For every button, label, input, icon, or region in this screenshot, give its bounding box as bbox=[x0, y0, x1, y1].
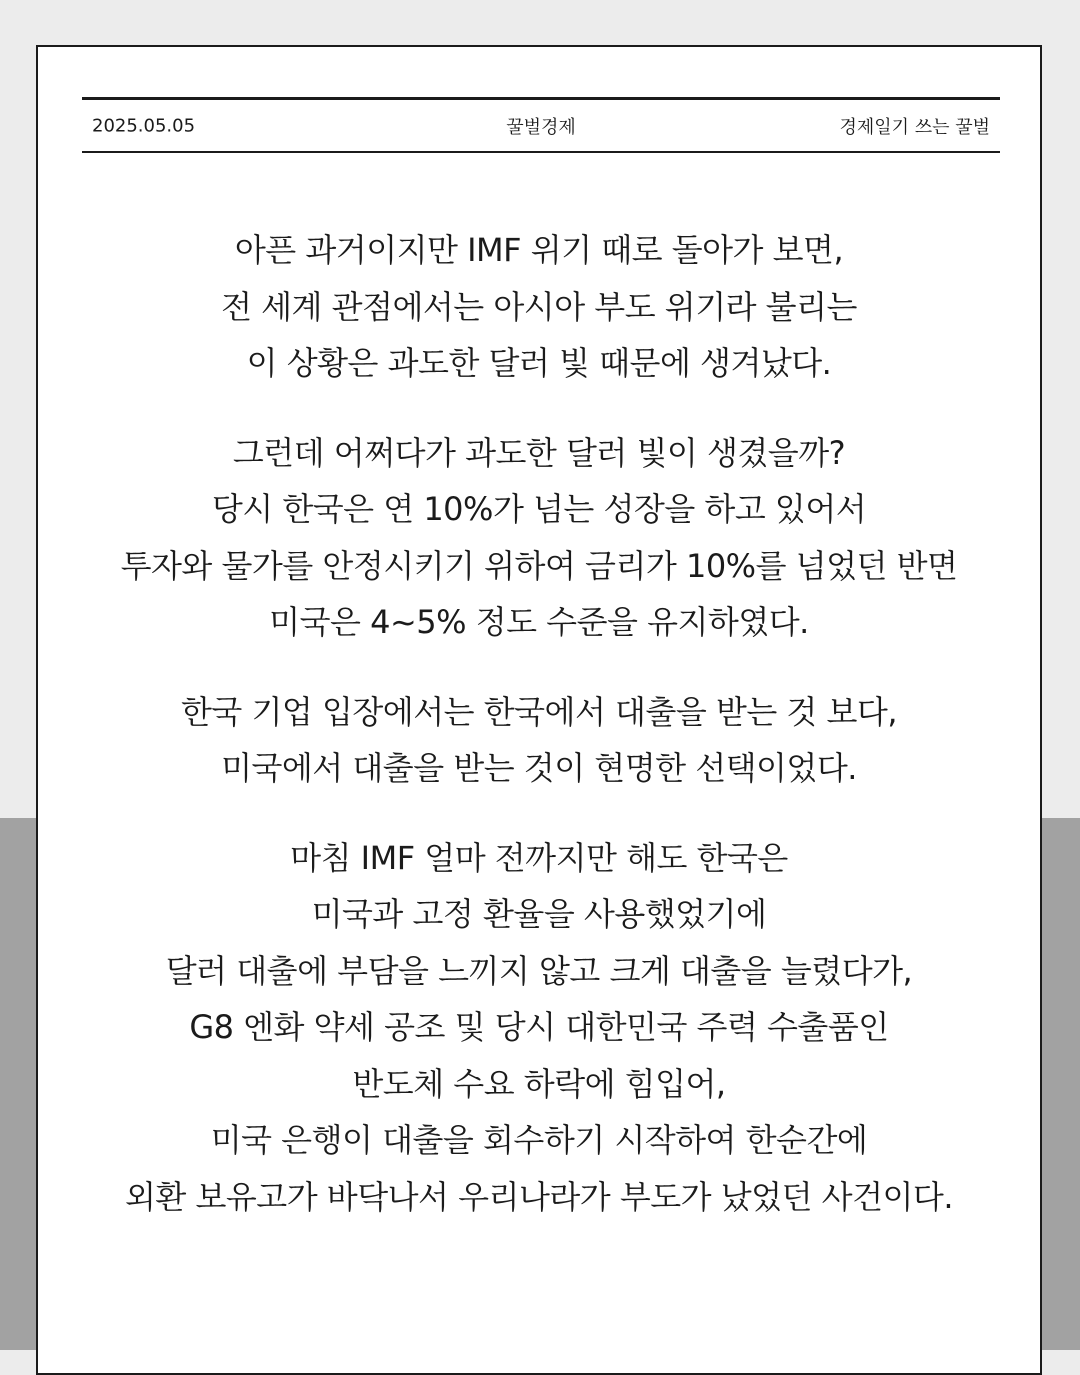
text-line: 이 상황은 과도한 달러 빛 때문에 생겨났다. bbox=[246, 344, 832, 382]
article-card bbox=[36, 45, 1042, 1375]
text-line: 당시 한국은 연 10%가 넘는 성장을 하고 있어서 bbox=[211, 490, 867, 528]
header-tagline: 경제일기 쓰는 꿀벌 bbox=[839, 116, 990, 138]
text-line: 그런데 어쩌다가 과도한 달러 빛이 생겼을까? bbox=[232, 433, 846, 472]
text-line: 반도체 수요 하락에 힘입어, bbox=[352, 1064, 726, 1103]
paragraph-1 bbox=[38, 222, 1040, 392]
text-line: 마침 IMF 얼마 전까지만 해도 한국은 bbox=[290, 838, 788, 877]
text-line: 달러 대출에 부담을 느끼지 않고 크게 대출을 늘렸다가, bbox=[165, 951, 913, 990]
text-line: 아픈 과거이지만 IMF 위기 때로 돌아가 보면, bbox=[234, 231, 844, 269]
header-date: 2025.05.05 bbox=[92, 115, 196, 136]
header-bar bbox=[82, 97, 1000, 153]
text-line: 미국은 4~5% 정도 수준을 유지하였다. bbox=[269, 603, 809, 641]
text-line: 전 세계 관점에서는 아시아 부도 위기라 불리는 bbox=[221, 287, 857, 326]
paragraph-3 bbox=[38, 684, 1040, 797]
text-line: 투자와 물가를 안정시키기 위하여 금리가 10%를 넘었던 반면 bbox=[120, 546, 958, 585]
text-line: 미국과 고정 환율을 사용했었기에 bbox=[311, 895, 767, 933]
paragraph-2 bbox=[38, 425, 1040, 651]
article-body bbox=[38, 222, 1040, 1258]
text-line: 외환 보유고가 바닥나서 우리나라가 부도가 났었던 사건이다. bbox=[124, 1177, 953, 1216]
header-brand: 꿀벌경제 bbox=[506, 116, 576, 138]
text-line: 한국 기업 입장에서는 한국에서 대출을 받는 것 보다, bbox=[180, 692, 898, 731]
text-line: 미국에서 대출을 받는 것이 현명한 선택이었다. bbox=[221, 749, 857, 787]
text-line: G8 엔화 약세 공조 및 당시 대한민국 주력 수출품인 bbox=[189, 1008, 889, 1046]
text-line: 미국 은행이 대출을 회수하기 시작하여 한순간에 bbox=[210, 1121, 868, 1159]
paragraph-4 bbox=[38, 830, 1040, 1226]
